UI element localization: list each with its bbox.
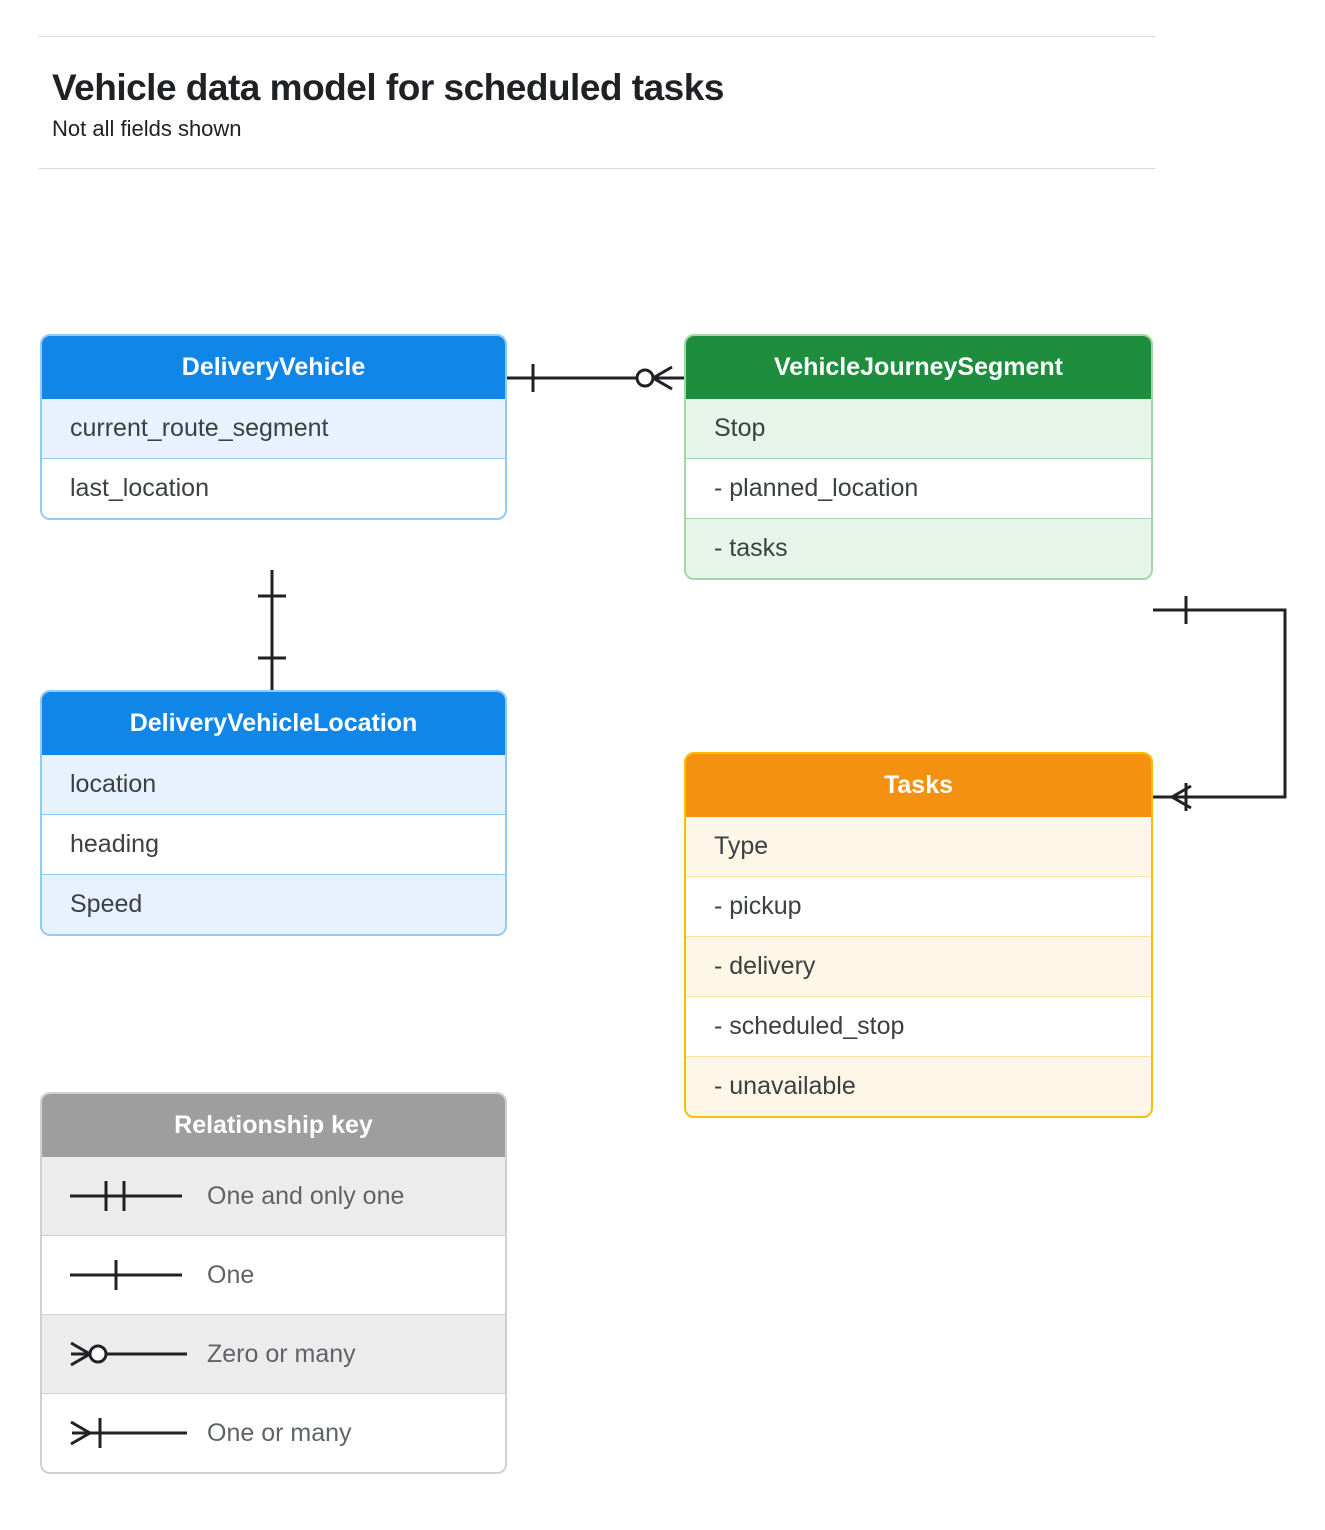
field-scheduled-stop: - scheduled_stop bbox=[686, 997, 1151, 1057]
field-pickup: - pickup bbox=[686, 877, 1151, 937]
legend-label-one-and-only-one: One and only one bbox=[207, 1181, 405, 1210]
field-speed: Speed bbox=[42, 875, 505, 934]
field-unavailable: - unavailable bbox=[686, 1057, 1151, 1116]
page-subtitle: Not all fields shown bbox=[52, 115, 242, 141]
entity-title-delivery-vehicle: DeliveryVehicle bbox=[42, 336, 505, 399]
relationship-key-legend bbox=[40, 1092, 507, 1474]
field-location: location bbox=[42, 755, 505, 815]
field-delivery: - delivery bbox=[686, 937, 1151, 997]
field-stop: Stop bbox=[686, 399, 1151, 459]
entity-title-tasks: Tasks bbox=[686, 754, 1151, 817]
legend-label-one: One bbox=[207, 1260, 255, 1289]
page-title: Vehicle data model for scheduled tasks bbox=[52, 67, 724, 108]
legend-row-zero-or-many bbox=[42, 1315, 505, 1394]
one-and-only-one-icon bbox=[42, 1157, 207, 1235]
legend-label-one-or-many: One or many bbox=[207, 1418, 352, 1447]
page-header bbox=[38, 36, 1155, 169]
entity-vehicle-journey-segment[interactable] bbox=[684, 334, 1153, 580]
field-type: Type bbox=[686, 817, 1151, 877]
entity-title-vehicle-journey-segment: VehicleJourneySegment bbox=[686, 336, 1151, 399]
legend-label-zero-or-many: Zero or many bbox=[207, 1339, 356, 1368]
entity-delivery-vehicle-location[interactable] bbox=[40, 690, 507, 936]
entity-tasks[interactable] bbox=[684, 752, 1153, 1118]
field-planned-location: - planned_location bbox=[686, 459, 1151, 519]
legend-title: Relationship key bbox=[42, 1094, 505, 1157]
legend-row-one-or-many bbox=[42, 1394, 505, 1472]
entity-title-delivery-vehicle-location: DeliveryVehicleLocation bbox=[42, 692, 505, 755]
legend-row-one bbox=[42, 1236, 505, 1315]
one-icon bbox=[42, 1236, 207, 1314]
legend-row-one-and-only-one bbox=[42, 1157, 505, 1236]
field-current-route-segment: current_route_segment bbox=[42, 399, 505, 459]
zero-or-many-icon bbox=[42, 1315, 207, 1393]
one-or-many-icon bbox=[42, 1394, 207, 1472]
entity-delivery-vehicle[interactable] bbox=[40, 334, 507, 520]
field-tasks: - tasks bbox=[686, 519, 1151, 578]
field-heading: heading bbox=[42, 815, 505, 875]
field-last-location: last_location bbox=[42, 459, 505, 518]
